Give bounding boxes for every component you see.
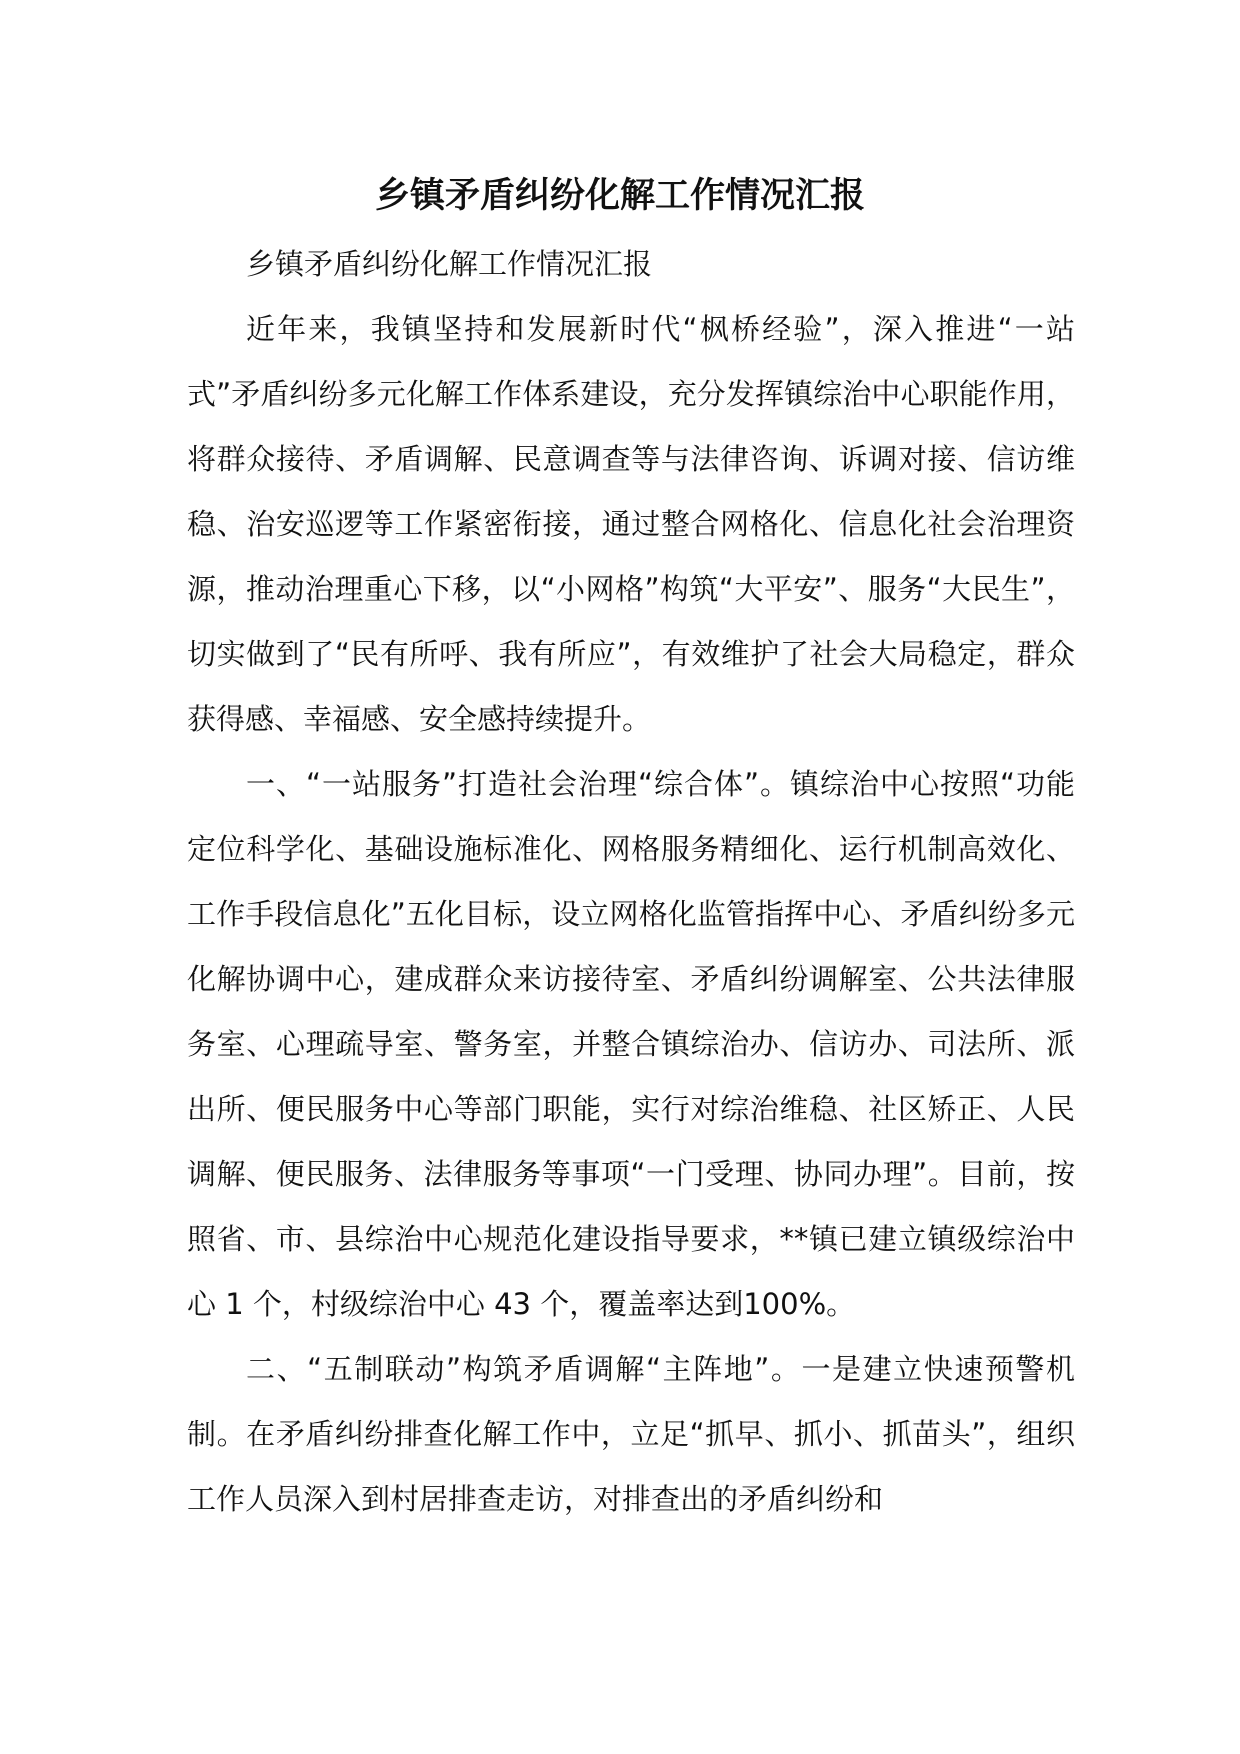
section-one-paragraph: 一、“一站服务”打造社会治理“综合体”。镇综治中心按照“功能定位科学化、基础设施标准化、网格服务精细化、运行机制高效化、工作手段信息化”五化目标，设立网格化监管指挥中心、矛盾纠纷多元化解协调中心，建成群众来访接待室、矛盾纠纷调解室、公共法律服务室、心理疏导室、警务室，并整合镇综治办、信访办、司法所、派出所、便民服务中心等部门职能，实行对综治维稳、社区矫正、人民调解、便民服务、法律服务等事项“一门受理、协同办理”。目前，按照省、市、县综治中心规范化建设指导要求，**镇已建立镇级综治中心 1 个，村级综治中心 43 个，覆盖率达到100%。: [187, 767, 1075, 1321]
intro-paragraph: 近年来，我镇坚持和发展新时代“枫桥经验”，深入推进“一站式”矛盾纠纷多元化解工作体系建设，充分发挥镇综治中心职能作用，将群众接待、矛盾调解、民意调查等与法律咨询、诉调对接、信访维稳、治安巡逻等工作紧密衔接，通过整合网格化、信息化社会治理资源，推动治理重心下移，以“小网格”构筑“大平安”、服务“大民生”，切实做到了“民有所呼、我有所应”，有效维护了社会大局稳定，群众获得感、幸福感、安全感持续提升。: [187, 312, 1075, 736]
section-two-paragraph: 二、“五制联动”构筑矛盾调解“主阵地”。一是建立快速预警机制。在矛盾纠纷排查化解工作中，立足“抓早、抓小、抓苗头”，组织工作人员深入到村居排查走访，对排查出的矛盾纠纷和: [187, 1352, 1075, 1516]
document-body: [187, 232, 1075, 1532]
subtitle-paragraph: 乡镇矛盾纠纷化解工作情况汇报: [246, 247, 653, 281]
document-title: 乡镇矛盾纠纷化解工作情况汇报: [374, 176, 865, 216]
